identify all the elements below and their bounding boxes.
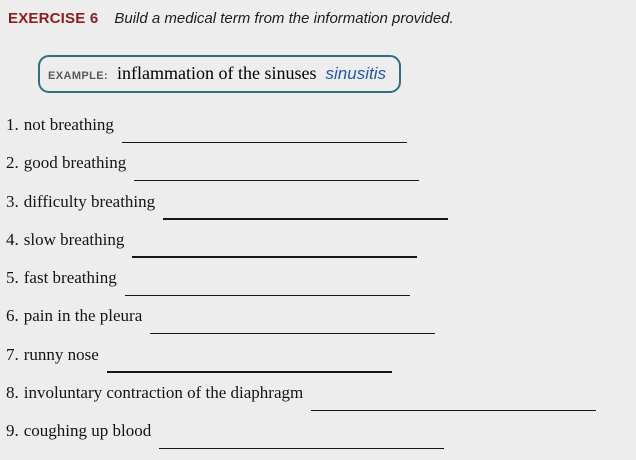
exercise-number-label: EXERCISE 6 [8, 10, 99, 27]
example-prompt: inflammation of the sinuses [117, 63, 317, 83]
example-box [38, 55, 401, 93]
answer-blank [125, 295, 410, 297]
item-number: 7. [6, 344, 19, 364]
item-prompt: slow breathing [23, 229, 125, 249]
exercise-instruction: Build a medical term from the information provided. [114, 10, 454, 27]
answer-blank [122, 142, 407, 144]
list-item [6, 420, 636, 458]
item-number: 3. [6, 191, 19, 211]
answer-blank [107, 371, 392, 373]
item-number: 9. [6, 421, 19, 441]
list-item [6, 267, 636, 305]
item-number: 5. [6, 268, 19, 288]
list-item [6, 344, 636, 382]
list-item [6, 305, 636, 343]
item-prompt: not breathing [23, 115, 114, 134]
item-number: 1. [6, 115, 19, 134]
item-prompt: involuntary contraction of the diaphragm [23, 383, 304, 403]
list-item [6, 191, 636, 229]
answer-blank [311, 410, 596, 412]
example-label: EXAMPLE: [48, 70, 109, 82]
list-item [6, 152, 636, 190]
item-prompt: good breathing [23, 153, 127, 173]
item-prompt: fast breathing [23, 268, 117, 288]
item-number: 6. [6, 306, 19, 326]
exercise-header [0, 0, 636, 28]
list-item [6, 114, 636, 152]
list-item [6, 229, 636, 267]
list-item [6, 382, 636, 420]
example-answer: sinusitis [325, 64, 386, 83]
item-number: 8. [6, 383, 19, 403]
answer-blank [159, 448, 444, 450]
answer-blank [132, 256, 417, 258]
exercise-item-list [0, 114, 636, 459]
item-number: 4. [6, 229, 19, 249]
item-prompt: pain in the pleura [23, 306, 143, 326]
answer-blank [150, 333, 435, 335]
item-prompt: difficulty breathing [23, 191, 156, 211]
answer-blank [134, 180, 419, 182]
answer-blank [163, 218, 448, 220]
item-prompt: coughing up blood [23, 421, 152, 441]
item-prompt: runny nose [23, 344, 99, 364]
item-number: 2. [6, 153, 19, 173]
